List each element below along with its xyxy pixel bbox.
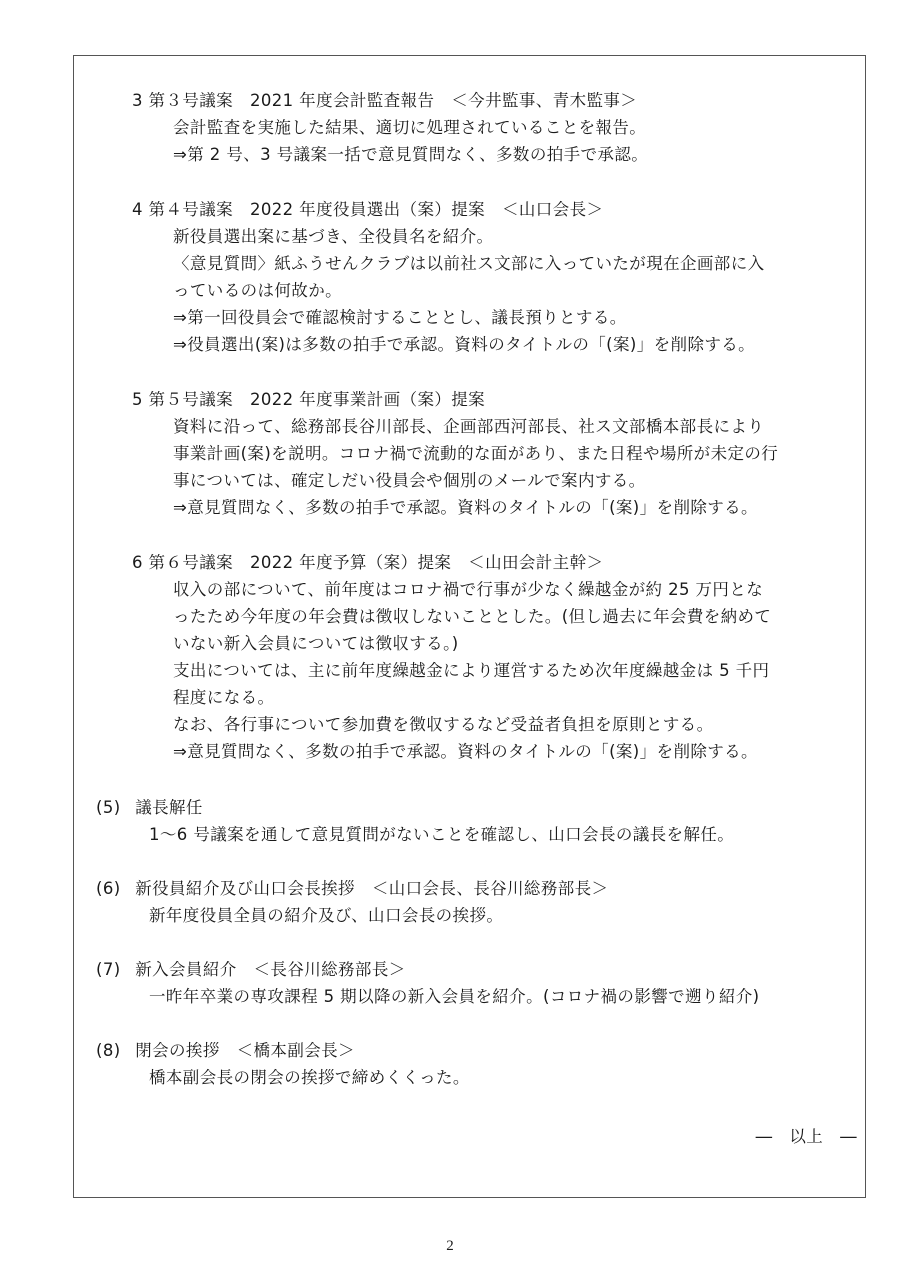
document-frame (73, 55, 866, 1198)
item-6-line-5: 程度になる。 (173, 688, 275, 707)
item-5-heading: 5 第５号議案 2022 年度事業計画（案）提案 (132, 390, 486, 409)
section-7-number: (7) (96, 960, 121, 979)
item-4-line-3: っているのは何故か。 (173, 281, 342, 300)
item-4-line-2: 〈意見質問〉紙ふうせんクラブは以前社ス文部に入っていたが現在企画部に入 (173, 254, 765, 273)
item-6-line-7: ⇒意見質問なく、多数の拍手で承認。資料のタイトルの「(案)」を削除する。 (173, 742, 758, 761)
item-6-line-1: 収入の部について、前年度はコロナ禍で行事が少なく繰越金が約 25 万円とな (173, 580, 764, 599)
item-5-line-4: ⇒意見質問なく、多数の拍手で承認。資料のタイトルの「(案)」を削除する。 (173, 498, 758, 517)
section-7-title: 新入会員紹介 ＜長谷川総務部長＞ (135, 960, 406, 979)
item-4-line-1: 新役員選出案に基づき、全役員名を紹介。 (173, 227, 494, 246)
item-6-line-3: いない新入会員については徴収する。) (173, 634, 459, 653)
section-6-line-1: 新年度役員全員の紹介及び、山口会長の挨拶。 (149, 906, 504, 925)
section-8-title: 閉会の挨拶 ＜橋本副会長＞ (135, 1041, 355, 1060)
section-8-line-1: 橋本副会長の閉会の挨拶で締めくくった。 (149, 1068, 470, 1087)
section-6-number: (6) (96, 879, 121, 898)
section-5-number: (5) (96, 798, 121, 817)
item-6-line-6: なお、各行事について参加費を徴収するなど受益者負担を原則とする。 (173, 715, 714, 734)
section-5-heading (96, 795, 203, 821)
section-7-heading (96, 957, 406, 983)
item-4-line-5: ⇒役員選出(案)は多数の拍手で承認。資料のタイトルの「(案)」を削除する。 (173, 335, 756, 354)
section-5-line-1: 1～6 号議案を通して意見質問がないことを確認し、山口会長の議長を解任。 (149, 825, 735, 844)
item-5-line-3: 事については、確定しだい役員会や個別のメールで案内する。 (173, 471, 646, 490)
section-7-line-1: 一昨年卒業の専攻課程 5 期以降の新入会員を紹介。(コロナ禍の影響で遡り紹介) (149, 987, 760, 1006)
item-6-line-2: ったため今年度の年会費は徴収しないこととした。(但し過去に年会費を納めて (173, 607, 772, 626)
item-3-line-2: ⇒第 2 号、3 号議案一括で意見質問なく、多数の拍手で承認。 (173, 145, 649, 164)
section-6-heading (96, 876, 608, 902)
item-5-line-2: 事業計画(案)を説明。コロナ禍で流動的な面があり、また日程や場所が未定の行 (173, 444, 779, 463)
item-5-line-1: 資料に沿って、総務部長谷川部長、企画部西河部長、社ス文部橋本部長により (173, 417, 765, 436)
closing-mark: ― 以上 ― (755, 1127, 857, 1146)
item-3-line-1: 会計監査を実施した結果、適切に処理されていることを報告。 (173, 118, 647, 137)
section-5-title: 議長解任 (135, 798, 203, 817)
item-3-heading: 3 第３号議案 2021 年度会計監査報告 ＜今井監事、青木監事＞ (132, 91, 638, 110)
section-6-title: 新役員紹介及び山口会長挨拶 ＜山口会長、長谷川総務部長＞ (135, 879, 609, 898)
section-8-number: (8) (96, 1041, 121, 1060)
page-number: 2 (446, 1238, 454, 1254)
item-6-heading: 6 第６号議案 2022 年度予算（案）提案 ＜山田会計主幹＞ (132, 553, 604, 572)
section-8-heading (96, 1038, 355, 1064)
item-4-line-4: ⇒第一回役員会で確認検討することとし、議長預りとする。 (173, 308, 627, 327)
item-4-heading: 4 第４号議案 2022 年度役員選出（案）提案 ＜山口会長＞ (132, 200, 604, 219)
item-6-line-4: 支出については、主に前年度繰越金により運営するため次年度繰越金は 5 千円 (173, 661, 770, 680)
